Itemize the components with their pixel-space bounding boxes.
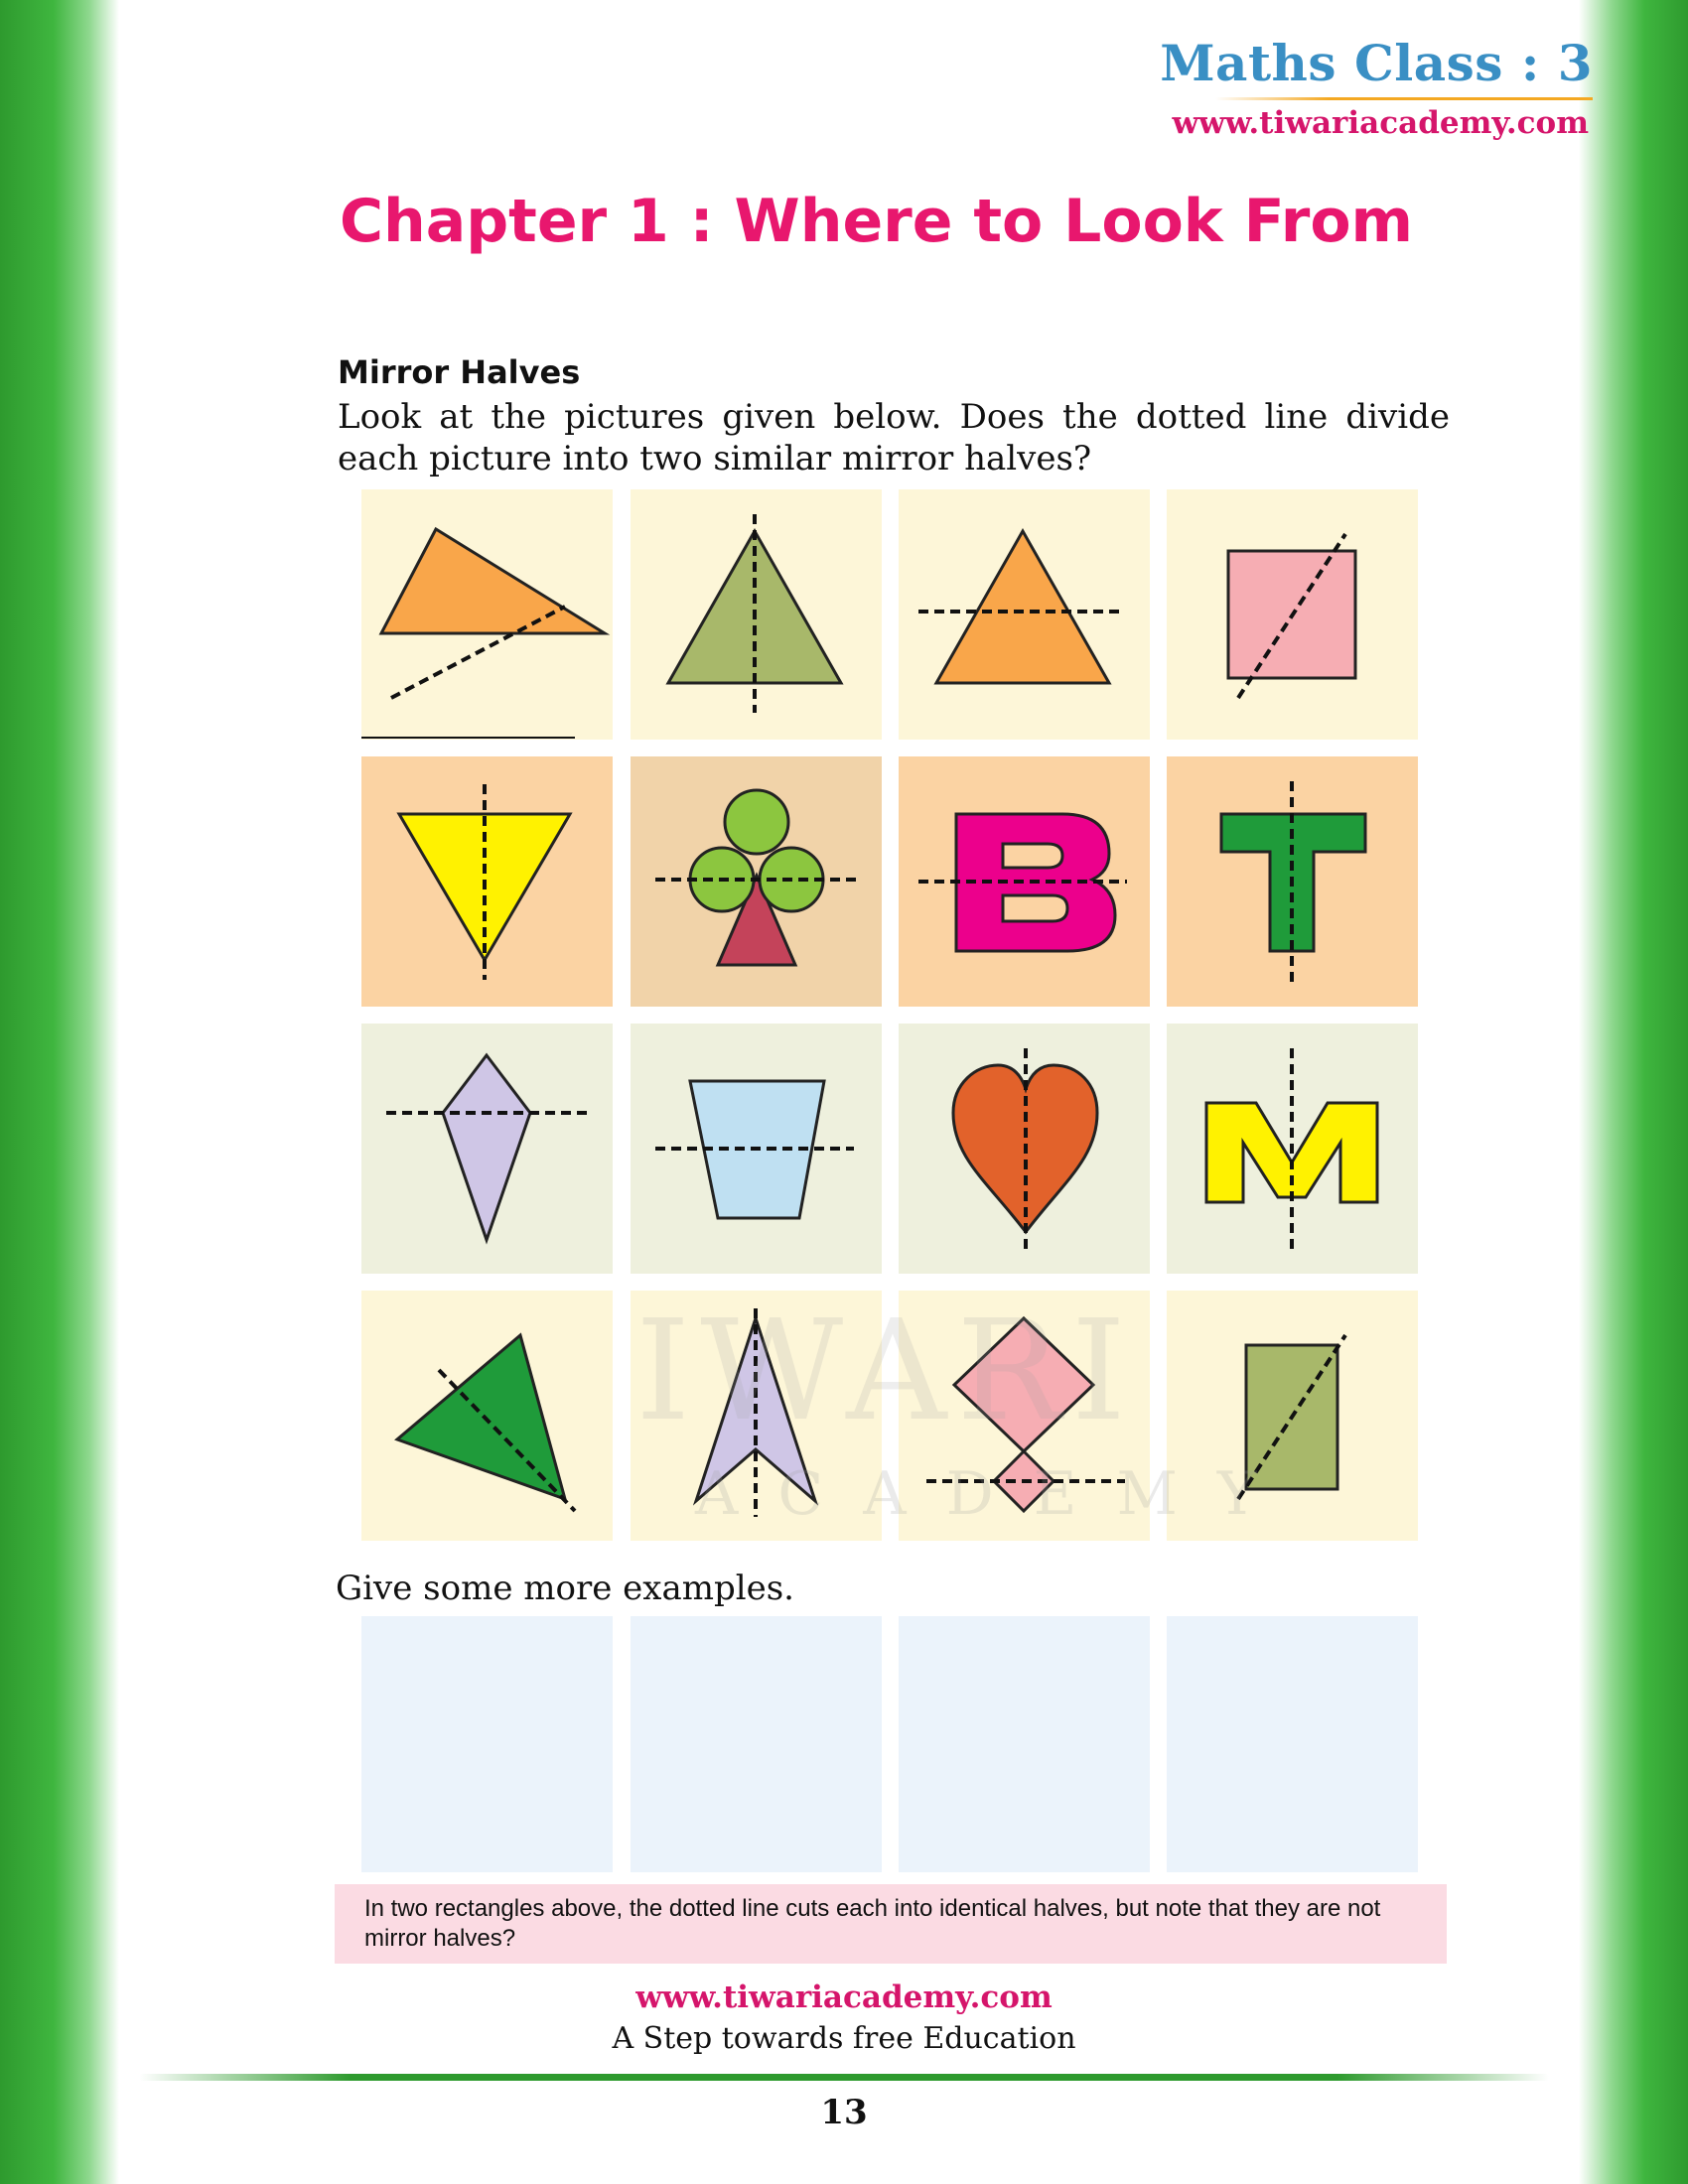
grid-cell-trapezium — [631, 1024, 882, 1274]
note-text: In two rectangles above, the dotted line cuts each into identical halves, but note that they are not mirror halves? — [364, 1895, 1381, 1952]
chapter-title: Chapter 1 : Where to Look From — [340, 187, 1414, 256]
footer-tagline: A Step towards free Education — [612, 2021, 1076, 2056]
footer-rule — [139, 2074, 1549, 2081]
letter-b-figure — [899, 756, 1150, 1007]
triangle-vertical-figure — [631, 489, 882, 740]
letter-t-figure — [1167, 756, 1418, 1007]
grid-cell-inverted-triangle — [361, 756, 613, 1007]
left-green-border — [0, 0, 119, 2184]
example-box-2[interactable] — [631, 1616, 882, 1872]
kite-figure — [361, 1024, 613, 1274]
letter-m-figure — [1167, 1024, 1418, 1274]
right-green-border — [1579, 0, 1688, 2184]
triangle-horizontal-figure — [899, 489, 1150, 740]
watermark-text: IWARI — [635, 1291, 1137, 1452]
examples-prompt: Give some more examples. — [336, 1569, 794, 1608]
grid-cell-triangle-diagonal — [361, 489, 613, 740]
section-heading: Mirror Halves — [338, 353, 581, 391]
heart-figure — [899, 1024, 1150, 1274]
triangle-diagonal-figure — [361, 489, 613, 740]
grid-cell-heart — [899, 1024, 1150, 1274]
grid-cell-kite — [361, 1024, 613, 1274]
instruction-line-1: Look at the pictures given below. Does the dotted line divide — [338, 397, 1450, 437]
grid-cell-triangle-vertical — [631, 489, 882, 740]
inverted-triangle-figure — [361, 756, 613, 1007]
club-figure — [631, 756, 882, 1007]
watermark-subtext: ACADEMY — [695, 1459, 1297, 1529]
page-number: 13 — [820, 2093, 868, 2132]
grid-cell-scalene-triangle — [361, 1291, 613, 1541]
header-rule — [1215, 97, 1593, 100]
square-diagonal-figure — [1167, 489, 1418, 740]
header-title: Maths Class : 3 — [1160, 34, 1593, 92]
footer-url[interactable]: www.tiwariacademy.com — [635, 1979, 1053, 2015]
example-box-3[interactable] — [899, 1616, 1150, 1872]
grid-cell-triangle-horizontal — [899, 489, 1150, 740]
scalene-triangle-figure — [361, 1291, 613, 1541]
grid-cell-letter-t — [1167, 756, 1418, 1007]
grid-cell-letter-m — [1167, 1024, 1418, 1274]
example-box-1[interactable] — [361, 1616, 613, 1872]
note-box — [335, 1884, 1447, 1964]
grid-cell-club — [631, 756, 882, 1007]
example-box-4[interactable] — [1167, 1616, 1418, 1872]
trapezium-figure — [631, 1024, 882, 1274]
grid-cell-square-diagonal — [1167, 489, 1418, 740]
instruction-line-2: each picture into two similar mirror halves? — [338, 439, 1092, 478]
header-url[interactable]: www.tiwariacademy.com — [1172, 105, 1589, 141]
grid-cell-letter-b — [899, 756, 1150, 1007]
